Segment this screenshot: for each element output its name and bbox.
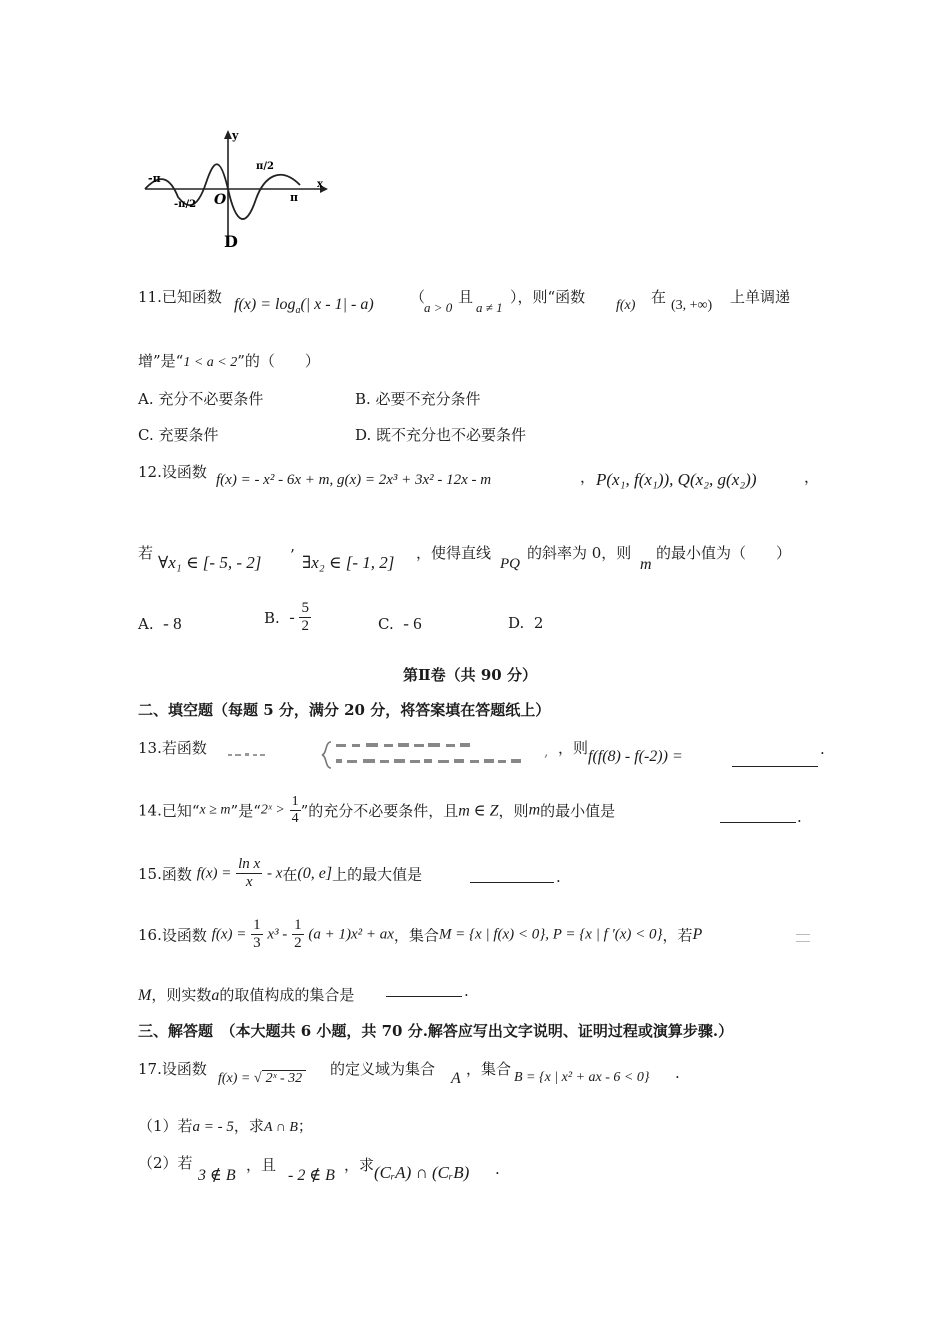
svg-text:,: , (544, 744, 549, 760)
q17-text-2: 的定义域为集合 (330, 1060, 436, 1078)
q16-line1: 16.设函数 f(x) = $\frac{1}{3}$ x³ - $\frac{1}{2}$ (a + 1)x² + ax，集合M = {x | f(x) < 0}, P = {x | f ′(x) < 0}，若P (138, 917, 703, 952)
q11-fx: f(x) (616, 298, 636, 313)
q17-part2-cond1: 3 ∉ B (198, 1167, 236, 1184)
q11-number: 11. (138, 288, 162, 306)
tick-neg-pi: -π (148, 172, 161, 185)
q14-line: 14.已知“x ≥ m”是“2ˣ > $\frac{1}{4}$ ”的充分不必要条件，且m ∈ Z，则m的最小值是 (138, 794, 616, 827)
q14-end: . (797, 808, 802, 826)
q12-pq: PQ (500, 556, 520, 572)
q17-part1: （1）若a = - 5，求A ∩ B； (138, 1117, 313, 1135)
q11-line1 (138, 286, 222, 307)
q12-comma: ’ (290, 546, 295, 564)
q15-line: 15.函数 f(x) = $\frac{\text{ln x}}{x}$ - x在(0, e]上的最大值是 (138, 856, 423, 891)
q12-option-b: B. - $\frac{5}{2}$ (264, 600, 309, 635)
q12-option-d: D. 2 (508, 614, 544, 632)
q16-answer-blank[interactable] (386, 980, 462, 997)
q12-exists: ∃x₂ ∈ [- 1, 2] (302, 553, 395, 572)
q12-if: 若 (138, 544, 154, 562)
q12-text-4: 的最小值为（ ） (656, 544, 792, 562)
q11-line2: 增”是“1 < a < 2”的（ ） (138, 352, 320, 370)
section-3-heading: 三、解答题 （本大题共 6 小题，共 70 分.解答应写出文字说明、证明过程或演算步骤.） (138, 1022, 734, 1040)
section-2-heading: 二、填空题（每题 5 分，满分 20 分，将答案填在答题纸上） (138, 701, 551, 719)
q11-function: $f(x) = \log_a(|$ x - 1| - a) (234, 296, 374, 317)
q17-text-3: ，集合 (466, 1060, 512, 1078)
q17-set-b: B = {x | x² + ax - 6 < 0} (514, 1070, 650, 1085)
q12-option-a: A. - 8 (138, 614, 182, 633)
part-ii-title: 第Ⅱ卷（共 90 分） (403, 666, 537, 684)
q14-answer-blank[interactable] (720, 806, 796, 823)
q17-part2-find: ，求 (344, 1156, 375, 1174)
q13-end: . (820, 740, 825, 758)
q17-function: f(x) = √ 2ˣ - 32 (218, 1071, 306, 1087)
q12-points: P(x₁, f(x₁)), Q(x₂, g(x₂)) (596, 470, 757, 489)
tick-neg-half-pi: -π/2 (174, 199, 197, 210)
q17-end: . (675, 1064, 680, 1082)
y-axis-label: y (232, 129, 239, 142)
q12-forall: ∀x₁ ∈ [- 5, - 2] (158, 553, 262, 572)
q11-option-b: B. 必要不充分条件 (355, 390, 481, 408)
sine-graph-figure (140, 125, 330, 250)
q16-line2: M，则实数a的取值构成的集合是 (138, 986, 355, 1004)
q17-part2-cond2: - 2 ∉ B (288, 1167, 335, 1184)
q12-option-c: C. - 6 (378, 614, 422, 633)
x-axis-label: x (317, 179, 323, 190)
q13-line: 13.若函数 (138, 739, 207, 757)
q11-interval: (3, +∞) (671, 298, 713, 313)
q13-piecewise-image (226, 738, 556, 772)
q13-expression: f(f(8) - f(-2)) = (588, 748, 683, 765)
origin-label: O (214, 192, 227, 208)
y-axis-arrow (224, 130, 232, 139)
q17-part2-and: ，且 (246, 1156, 277, 1174)
q16-end: . (464, 982, 469, 1000)
q12-line1: 12.设函数 (138, 463, 207, 481)
q15-answer-blank[interactable] (470, 866, 554, 883)
q12-functions: f(x) = - x² - 6x + m, g(x) = 2x³ + 3x² - 12x - m (216, 472, 492, 488)
q11-paren-open: （ (410, 288, 426, 306)
q13-then: ，则 (558, 739, 589, 757)
q11-option-c: C. 充要条件 (138, 426, 219, 444)
figure-label: D (224, 232, 238, 250)
tick-pi: π (290, 191, 299, 204)
q11-option-d: D. 既不充分也不必要条件 (355, 426, 527, 444)
q17-part2-end: . (495, 1160, 500, 1178)
q11-and: 且 (458, 288, 474, 306)
q12-text-3: 的斜率为 0，则 (527, 544, 632, 562)
q11-text-1: 已知函数 (161, 288, 222, 306)
q11-text-2: ），则“函数 (510, 288, 586, 306)
q13-answer-blank[interactable] (732, 748, 818, 767)
tick-half-pi: π/2 (256, 161, 274, 172)
q12-sep-2: ， (804, 468, 820, 486)
q12-m: m (640, 556, 652, 573)
q12-text-2: ，使得直线 (416, 544, 492, 562)
q17-set-a: A (451, 1070, 461, 1087)
q17-line1: 17.设函数 (138, 1060, 207, 1078)
q17-part2-expression: (CᵣA) ∩ (CᵣB) (374, 1163, 470, 1182)
q15-end: . (556, 868, 561, 886)
q11-option-a: A. 充分不必要条件 (138, 390, 264, 408)
q12-sep: ， (580, 468, 596, 486)
q11-text-4: 上单调递 (730, 288, 791, 306)
q16-subset-symbol (796, 934, 810, 942)
q11-text-3: 在 (651, 288, 667, 306)
q17-part2-label: （2）若 (138, 1154, 193, 1172)
q11-cond-a-not-one: a ≠ 1 (476, 300, 503, 315)
q11-cond-a-positive: a > 0 (424, 300, 453, 315)
